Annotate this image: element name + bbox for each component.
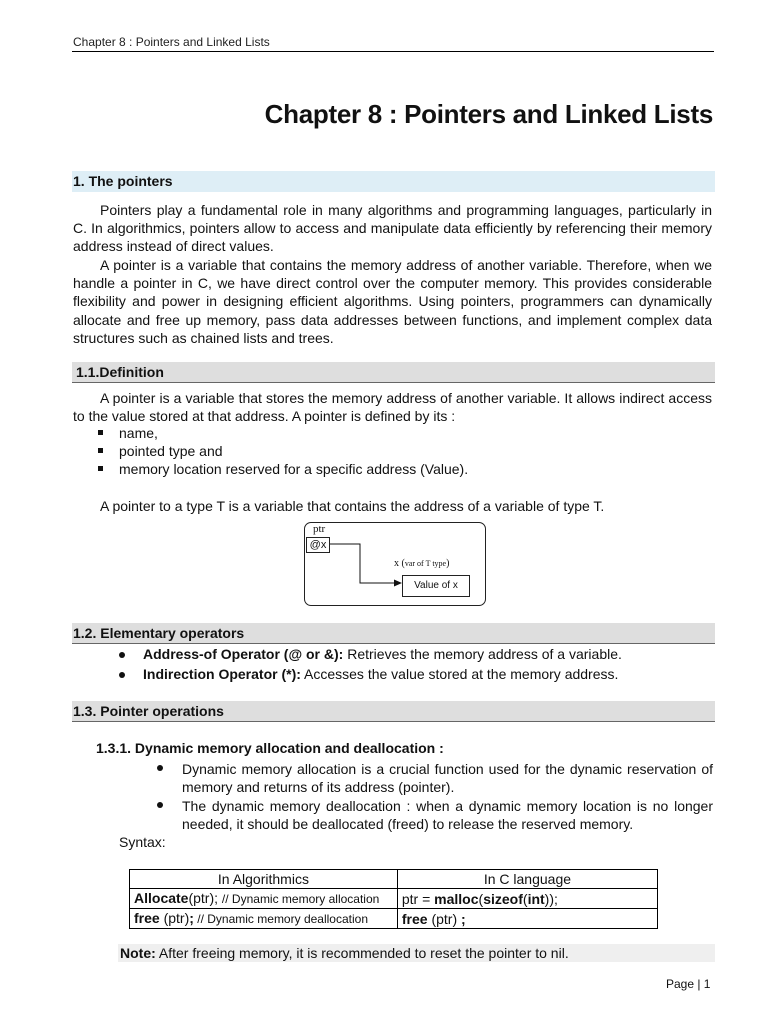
var-label: x (var of T type) [394,558,450,569]
section-heading-definition: 1.1.Definition [72,362,715,383]
var-name: x [394,558,399,569]
header-rule [72,51,714,52]
intro-paragraph-2: A pointer is a variable that contains the memory address of another variable. Therefore, when we handle a pointer in C, we have direct control over the computer memory. This provides considerable flexibility and power in designing efficient algorithms. Using pointers, programmers can dynamically allocate and free up memory, pass data addresses between functions, and implement complex data structures such as chained lists and trees. [73,257,712,346]
table-row [130,889,658,909]
definition-item-name: name, [119,425,158,441]
table-cell-c: ptr = malloc(sizeof(int)); [397,889,657,909]
section-heading-pointer-operations: 1.3. Pointer operations [72,701,715,722]
allocation-bullet: Dynamic memory allocation is a crucial function used for the dynamic reservation of memory and returns of its address (pointer). [182,761,713,796]
var-note: var of T type [404,559,447,568]
intro-paragraph-1: Pointers play a fundamental role in many algorithms and programming languages, particularly in C. In algorithmics, pointers allow to access and manipulate data efficiently by referencing their memory address instead of direct values. [73,202,712,255]
square-bullet-icon [98,466,103,471]
deallocation-bullet: The dynamic memory deallocation : when a dynamic memory location is no longer needed, it should be deallocated (freed) to release the reserved memory. [182,798,713,833]
running-header: Chapter 8 : Pointers and Linked Lists [73,35,270,49]
definition-item-location: memory location reserved for a specific address (Value). [119,461,469,477]
ptr-label: ptr [313,523,326,535]
pointer-type-sentence: A pointer to a type T is a variable that contains the address of a variable of type T. [100,498,605,514]
value-box: Value of x [402,575,470,597]
operator-address-of: Address-of Operator (@ or &): Retrieves the memory address of a variable. [143,646,622,662]
definition-item-type: pointed type and [119,443,223,459]
bullet-dot-icon [157,802,163,808]
bullet-dot-icon [119,672,125,678]
table-cell-c: free (ptr) ; [397,909,657,929]
square-bullet-icon [98,430,103,435]
ptr-cell: @x [306,537,330,553]
syntax-label: Syntax: [119,834,166,850]
definition-paragraph: A pointer is a variable that stores the memory address of another variable. It allows indirect access to the value stored at that address. A pointer is defined by its : [73,390,712,425]
chapter-title: Chapter 8 : Pointers and Linked Lists [264,99,713,129]
bullet-dot-icon [157,765,163,771]
table-row [130,909,658,929]
bullet-dot-icon [119,652,125,658]
syntax-table [129,869,658,929]
note-box [118,944,715,962]
section-heading-operators: 1.2. Elementary operators [72,623,715,644]
note-text: After freeing memory, it is recommended to reset the pointer to nil. [155,945,569,961]
table-cell-algo: free (ptr); // Dynamic memory deallocation [130,909,398,929]
table-header: In C language [397,870,657,889]
pointer-diagram [304,522,486,606]
square-bullet-icon [98,448,103,453]
operator-indirection: Indirection Operator (*): Accesses the value stored at the memory address. [143,666,619,682]
page-number: Page | 1 [666,977,711,991]
note-label: Note: [120,945,156,961]
table-header-row [130,870,658,889]
section-heading-pointers: 1. The pointers [72,171,715,192]
subsection-heading-allocation: 1.3.1. Dynamic memory allocation and deallocation : [96,740,444,756]
table-header: In Algorithmics [130,870,398,889]
table-cell-algo: Allocate(ptr); // Dynamic memory allocation [130,889,398,909]
